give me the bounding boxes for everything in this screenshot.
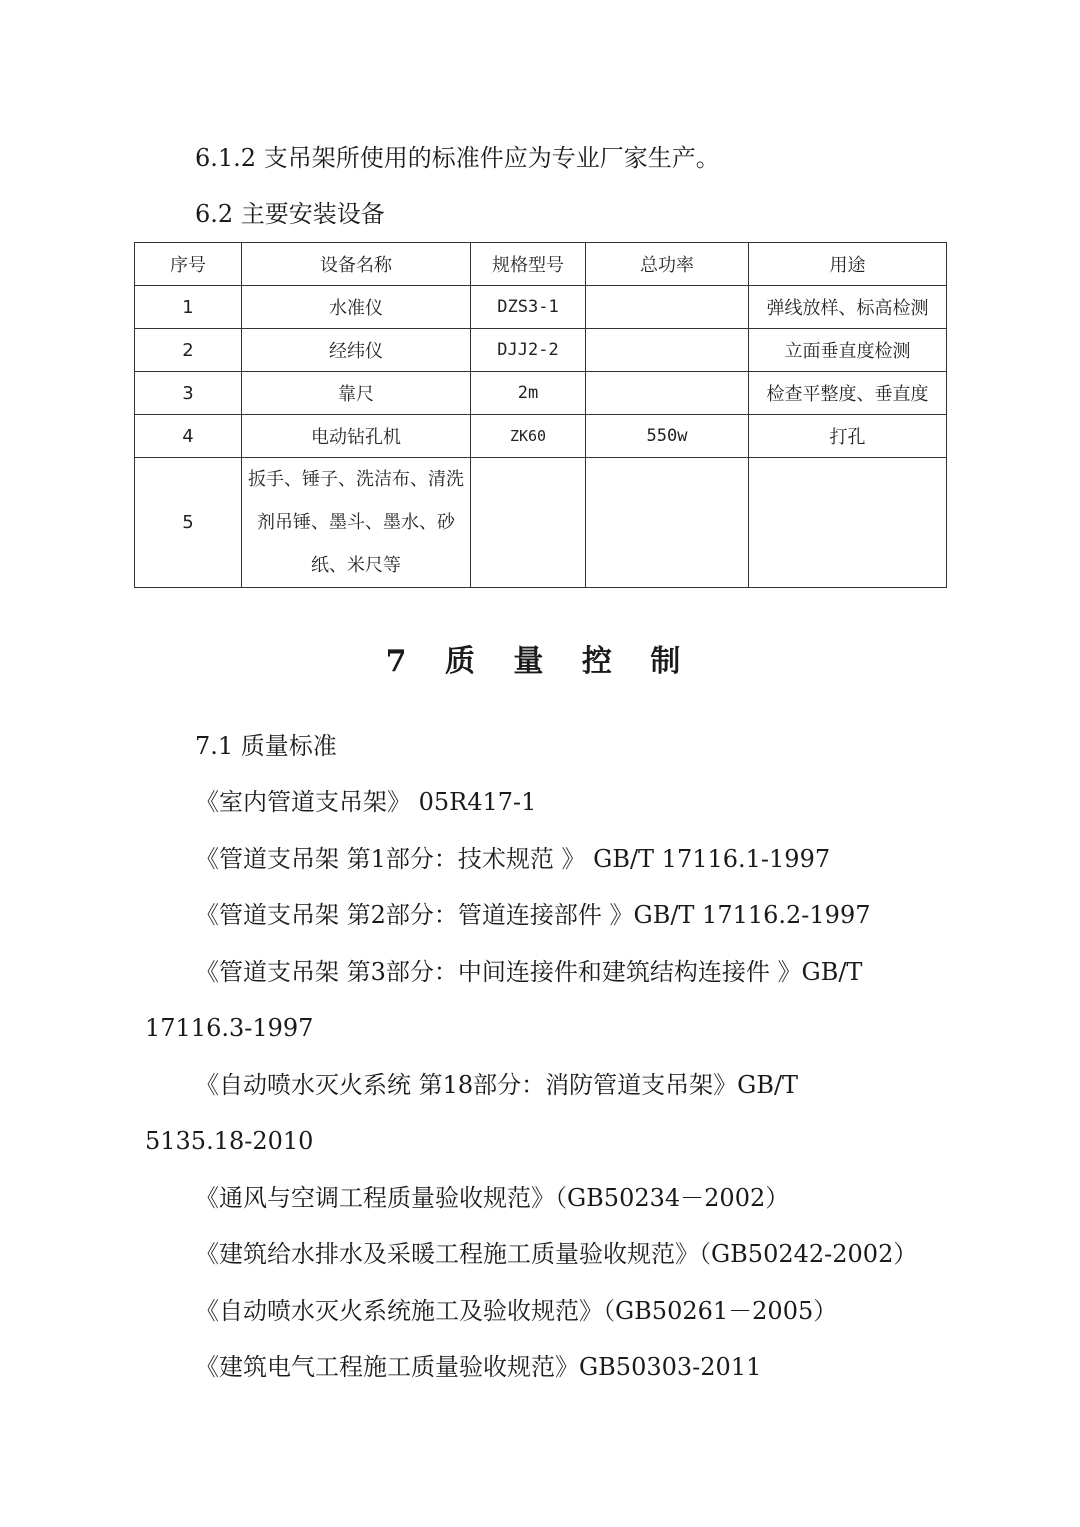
- section-7-1-title: 7.1 质量标准: [195, 732, 337, 760]
- cell-power: 550w: [586, 415, 749, 458]
- cell-power: [586, 372, 749, 415]
- cell-name: 电动钻孔机: [242, 415, 471, 458]
- cell-no: 2: [135, 329, 242, 372]
- cell-no: 1: [135, 286, 242, 329]
- standard-item: 《通风与空调工程质量验收规范》（GB50234－2002）: [195, 1184, 790, 1212]
- cell-model: ZK60: [471, 415, 586, 458]
- standard-item-continuation: 17116.3-1997: [145, 1014, 314, 1042]
- cell-power: [586, 329, 749, 372]
- cell-model: DJJ2-2: [471, 329, 586, 372]
- section-6-1-2: 6.1.2 支吊架所使用的标准件应为专业厂家生产。: [195, 144, 720, 172]
- table-row: [135, 372, 947, 415]
- table-row: [135, 415, 947, 458]
- cell-no: 4: [135, 415, 242, 458]
- cell-model: DZS3-1: [471, 286, 586, 329]
- cell-no: 3: [135, 372, 242, 415]
- table-row: [135, 286, 947, 329]
- header-name: 设备名称: [242, 243, 471, 286]
- cell-name: 靠尺: [242, 372, 471, 415]
- cell-name: 水准仪: [242, 286, 471, 329]
- section-6-2-title: 6.2 主要安装设备: [195, 200, 385, 228]
- cell-use: [749, 458, 947, 588]
- standard-item-continuation: 5135.18-2010: [145, 1127, 314, 1155]
- standard-item: 《管道支吊架 第1部分：技术规范 》 GB/T 17116.1-1997: [195, 845, 831, 873]
- cell-model: 2m: [471, 372, 586, 415]
- standard-item: 《建筑电气工程施工质量验收规范》GB50303-2011: [195, 1353, 762, 1381]
- standard-item: 《自动喷水灭火系统施工及验收规范》（GB50261－2005）: [195, 1297, 838, 1325]
- cell-model: [471, 458, 586, 588]
- table-row: [135, 329, 947, 372]
- standard-item: 《室内管道支吊架》 05R417-1: [195, 788, 537, 816]
- chapter-heading: 7 质 量 控 制: [385, 644, 695, 679]
- equipment-table: [134, 242, 947, 588]
- header-model: 规格型号: [471, 243, 586, 286]
- header-no: 序号: [135, 243, 242, 286]
- standard-item: 《建筑给水排水及采暖工程施工质量验收规范》（GB50242-2002）: [195, 1240, 918, 1268]
- cell-power: [586, 458, 749, 588]
- cell-name: 经纬仪: [242, 329, 471, 372]
- cell-power: [586, 286, 749, 329]
- table-header-row: [135, 243, 947, 286]
- cell-use: 检查平整度、垂直度: [749, 372, 947, 415]
- cell-no: 5: [135, 458, 242, 588]
- header-power: 总功率: [586, 243, 749, 286]
- header-use: 用途: [749, 243, 947, 286]
- cell-use: 立面垂直度检测: [749, 329, 947, 372]
- standard-item: 《管道支吊架 第2部分：管道连接部件 》GB/T 17116.2-1997: [195, 901, 871, 929]
- cell-name: 扳手、锤子、洗洁布、清洗剂吊锤、墨斗、墨水、砂纸、米尺等: [242, 458, 471, 588]
- cell-use: 弹线放样、标高检测: [749, 286, 947, 329]
- standard-item: 《自动喷水灭火系统 第18部分：消防管道支吊架》GB/T: [195, 1071, 799, 1099]
- table-row: [135, 458, 947, 588]
- standard-item: 《管道支吊架 第3部分：中间连接件和建筑结构连接件 》GB/T: [195, 958, 863, 986]
- cell-use: 打孔: [749, 415, 947, 458]
